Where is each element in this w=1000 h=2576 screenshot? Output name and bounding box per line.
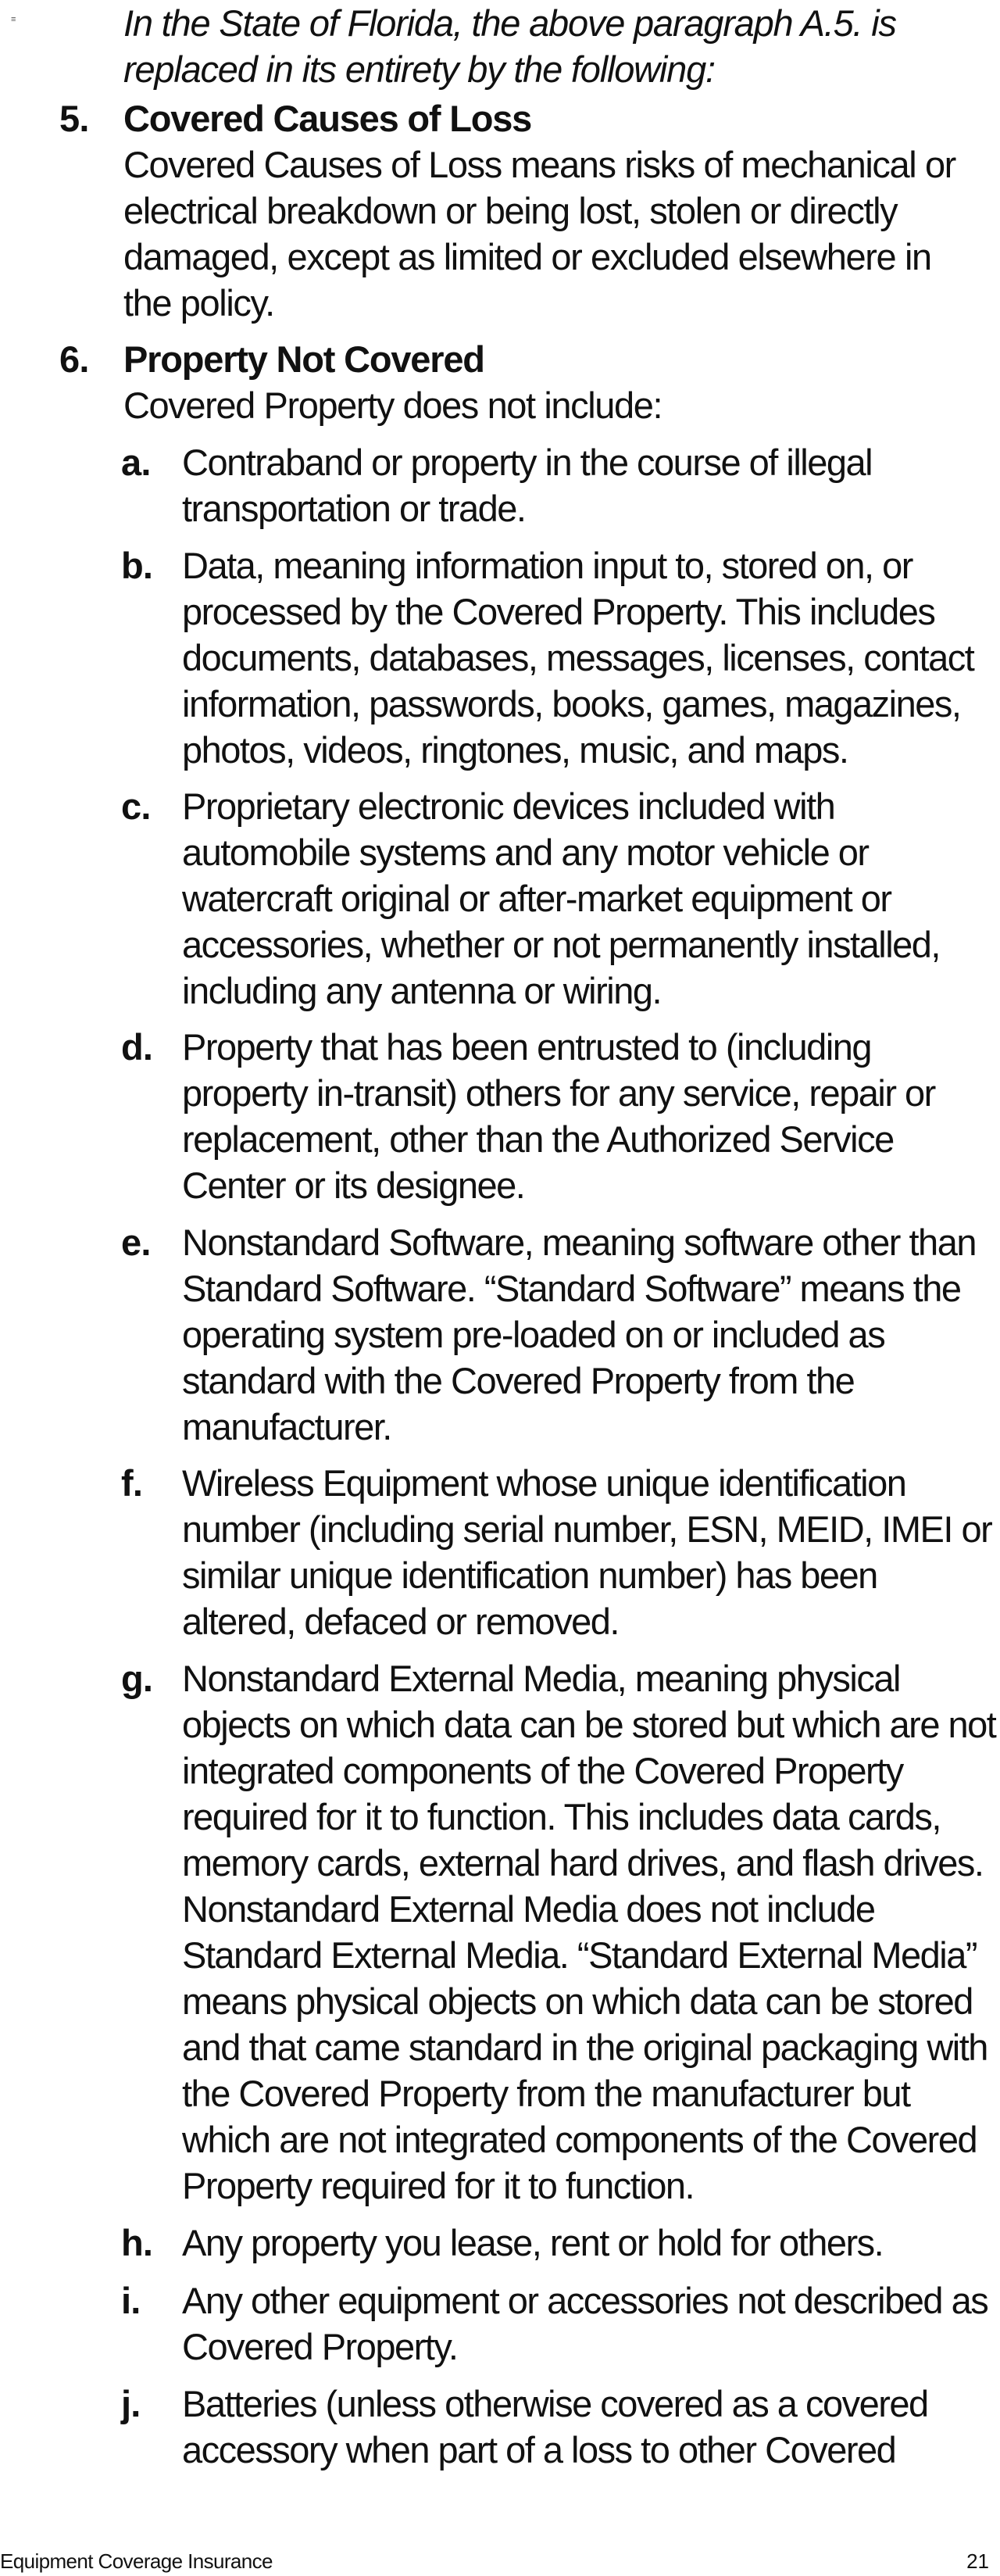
list-item-text: Wireless Equipment whose unique identification number (including serial number, ESN, MEID, IMEI or similar unique identification number) has been altered, defaced or removed. xyxy=(182,1462,992,1642)
section-number: 5. xyxy=(59,98,89,139)
section-number: 6. xyxy=(59,338,89,380)
list-item-letter: b. xyxy=(121,545,153,586)
list-item-letter: h. xyxy=(121,2222,153,2263)
list-item-text: Data, meaning information input to, stored on, or processed by the Covered Property. This includes documents, databases, messages, licenses, contact information, passwords, books, games, magazines, photos, videos, ringtones, music, and maps. xyxy=(182,545,974,771)
list-item-letter: c. xyxy=(121,785,151,827)
list-item-letter: g. xyxy=(121,1658,153,1699)
list-item-text: Batteries (unless otherwise covered as a covered accessory when part of a loss to other Covered xyxy=(182,2383,928,2470)
list-item-text: Any other equipment or accessories not described as Covered Property. xyxy=(182,2280,988,2367)
list-item-text: Proprietary electronic devices included with automobile systems and any motor vehicle or watercraft original or after-market equipment or accessories, whether or not permanently installed, including any antenna or wiring. xyxy=(182,785,940,1011)
page-mark: ≡ xyxy=(11,15,16,24)
list-item-text: Nonstandard External Media, meaning physical objects on which data can be stored but which are not integrated components of the Covered Property required for it to function. This includes data cards, memory cards, external hard drives, and flash drives. Nonstandard External Media does not include Standard External Media. “Standard External Media” means physical objects on which data can be stored and that came standard in the original packaging with the Covered Property from the manufacturer but which are not integrated components of the Covered Property required for it to function. xyxy=(182,1658,996,2206)
section-text: Covered Causes of Loss means risks of mechanical or electrical breakdown or being lost, stolen or directly damaged, except as limited or excluded elsewhere in the policy. xyxy=(123,144,955,324)
list-item-text: Contraband or property in the course of illegal transportation or trade. xyxy=(182,442,873,529)
section-text: Covered Property does not include: xyxy=(123,385,662,426)
list-item-letter: i. xyxy=(121,2280,141,2321)
list-item-letter: a. xyxy=(121,442,151,483)
list-item-letter: e. xyxy=(121,1222,151,1263)
list-item-letter: f. xyxy=(121,1462,143,1504)
footer-title: Equipment Coverage Insurance xyxy=(0,2549,273,2573)
list-item-letter: d. xyxy=(121,1026,153,1068)
list-item-letter: j. xyxy=(121,2383,141,2424)
section-title: Property Not Covered xyxy=(123,338,484,380)
list-item-text: Nonstandard Software, meaning software other than Standard Software. “Standard Software” means the operating system pre-loaded on or included as standard with the Covered Property from the manufacturer. xyxy=(182,1222,976,1447)
list-item-text: Property that has been entrusted to (including property in-transit) others for any service, repair or replacement, other than the Authorized Service Center or its designee. xyxy=(182,1026,935,1206)
page-number: 21 xyxy=(966,2549,989,2573)
intro-paragraph: In the State of Florida, the above paragraph A.5. is replaced in its entirety by the following: xyxy=(123,2,896,90)
section-title: Covered Causes of Loss xyxy=(123,98,532,139)
list-item-text: Any property you lease, rent or hold for others. xyxy=(182,2222,884,2263)
